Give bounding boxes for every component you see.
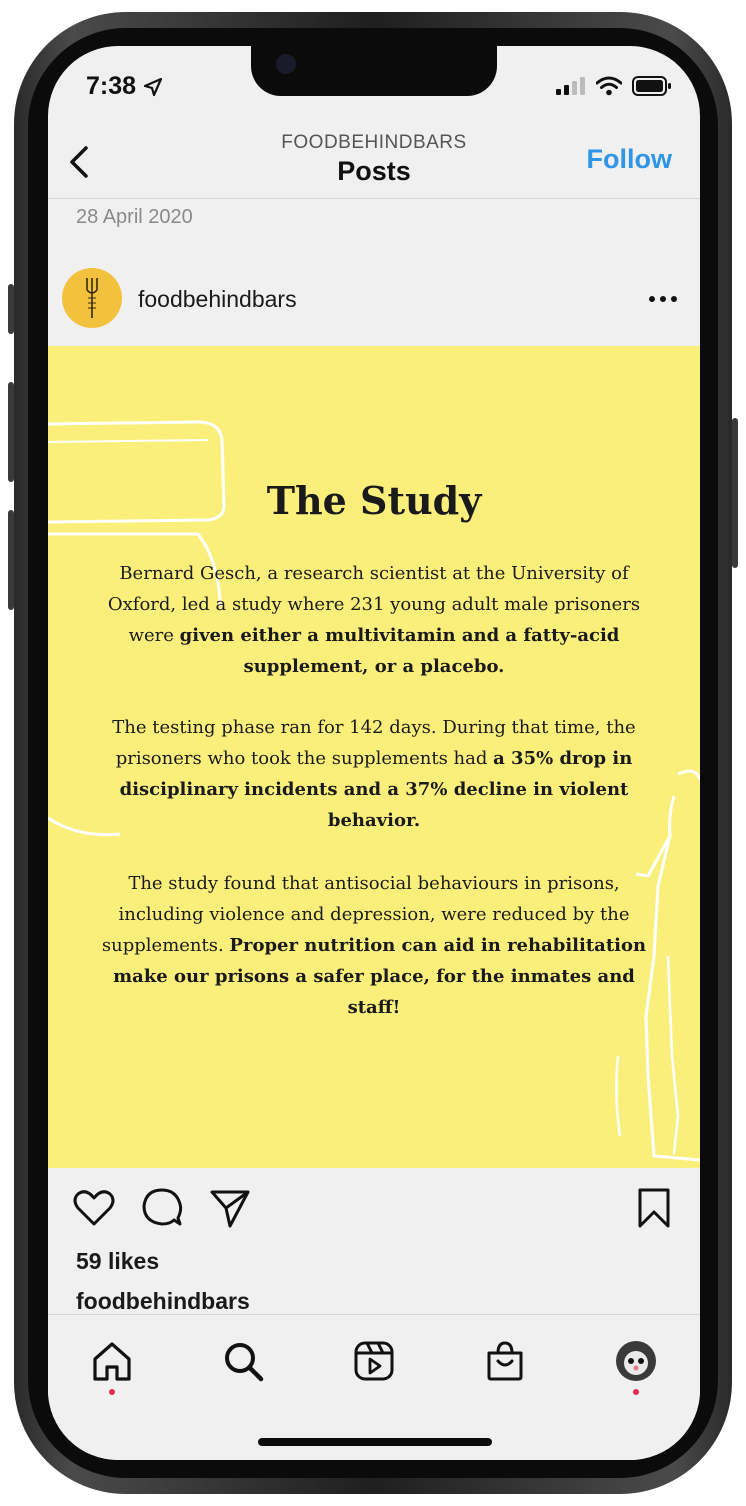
search-icon[interactable] <box>221 1339 265 1383</box>
header-divider <box>48 198 700 199</box>
post-heading: The Study <box>266 478 482 523</box>
author-avatar[interactable] <box>62 268 122 328</box>
p2-text: The testing phase ran for 142 days. During that time, the prisoners who took the supplements had <box>112 717 636 769</box>
profile-avatar[interactable] <box>614 1339 658 1383</box>
p3-text: The study found that antisocial behaviours in prisons, including violence and depression, were reduced by the supplements. <box>101 873 630 956</box>
volume-up-button <box>8 382 14 482</box>
p1-bold: given either a multivitamin and a fatty-acid supplement, or a placebo. <box>179 625 620 677</box>
fork-logo-icon <box>62 268 122 328</box>
power-button <box>732 418 738 568</box>
p2-bold: a 35% drop in disciplinary incidents and a 37% decline in violent behavior. <box>119 748 633 831</box>
screen <box>48 46 700 1460</box>
follow-button[interactable]: Follow <box>586 144 672 174</box>
home-indicator <box>258 1438 492 1446</box>
more-options-icon[interactable] <box>648 294 678 304</box>
status-time <box>86 72 164 101</box>
volume-down-button <box>8 510 14 610</box>
post-paragraph-1 <box>88 558 660 682</box>
page-title: Posts <box>337 156 411 186</box>
reels-icon[interactable] <box>352 1339 396 1383</box>
post-author-row <box>48 266 700 346</box>
post-paragraph-2 <box>88 712 660 836</box>
nav-header <box>48 126 700 198</box>
p3-bold: Proper nutrition can aid in rehabilitation make our prisons a safer place, for the inmates and staff! <box>113 935 647 1018</box>
front-camera <box>276 54 296 74</box>
author-username[interactable]: foodbehindbars <box>138 286 297 312</box>
mute-switch <box>8 284 14 334</box>
caption-author[interactable]: foodbehindbars <box>76 1288 250 1314</box>
comment-bubble-icon[interactable] <box>140 1186 184 1230</box>
profile-notification-dot <box>633 1389 639 1395</box>
post-date: 28 April 2020 <box>76 206 193 228</box>
battery-icon <box>632 76 672 96</box>
home-icon[interactable] <box>90 1339 134 1383</box>
wifi-icon <box>596 76 622 96</box>
shop-bag-icon[interactable] <box>483 1339 527 1383</box>
like-heart-icon[interactable] <box>72 1186 116 1230</box>
location-arrow-icon <box>142 76 164 98</box>
like-count[interactable]: 59 likes <box>76 1248 160 1274</box>
share-paper-plane-icon[interactable] <box>208 1186 252 1230</box>
post-paragraph-3 <box>88 868 660 1023</box>
cellular-signal-icon <box>556 77 586 95</box>
account-handle: FOODBEHINDBARS <box>281 132 467 153</box>
home-notification-dot <box>109 1389 115 1395</box>
post-image[interactable] <box>48 346 700 1168</box>
post-actions <box>48 1168 700 1248</box>
status-icons <box>556 76 672 96</box>
save-bookmark-icon[interactable] <box>632 1186 676 1230</box>
clock: 7:38 <box>86 72 137 100</box>
p1-text: Bernard Gesch, a research scientist at the University of Oxford, led a study where 231 young adult male prisoners were <box>107 563 641 646</box>
